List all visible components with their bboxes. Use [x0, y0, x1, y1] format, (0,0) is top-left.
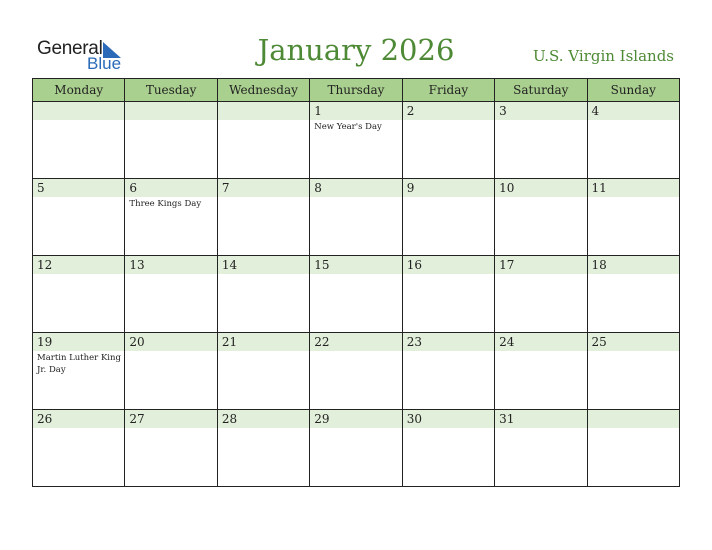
holiday-label [403, 197, 494, 198]
calendar-grid [32, 78, 680, 487]
holiday-label [588, 274, 679, 275]
holiday-label [33, 428, 124, 429]
holiday-label: Three Kings Day [129, 199, 202, 209]
day-number: 12 [33, 256, 124, 274]
weekday-header: Tuesday [125, 79, 217, 102]
day-number: 29 [310, 410, 401, 428]
day-cell [33, 179, 125, 256]
holiday-label [403, 351, 494, 352]
day-cell [125, 179, 217, 256]
holiday-label [218, 351, 309, 352]
day-number: 1 [310, 102, 401, 120]
day-number: 10 [495, 179, 586, 197]
day-number: 25 [588, 333, 679, 351]
holiday-label [588, 197, 679, 198]
holiday-label [218, 428, 309, 429]
holiday-label [403, 428, 494, 429]
day-cell [587, 333, 679, 410]
day-cell [495, 410, 587, 487]
day-number: 27 [125, 410, 216, 428]
holiday-label [125, 351, 216, 352]
day-number: 3 [495, 102, 586, 120]
holiday-label [310, 351, 401, 352]
day-cell [125, 333, 217, 410]
holiday-label [218, 274, 309, 275]
day-number: 23 [403, 333, 494, 351]
week-row [33, 410, 680, 487]
day-number: 20 [125, 333, 216, 351]
logo-text-blue: Blue [87, 54, 122, 73]
holiday-label [125, 428, 216, 429]
day-cell [125, 256, 217, 333]
holiday-label [495, 197, 586, 198]
day-cell [402, 179, 494, 256]
day-cell [217, 179, 309, 256]
day-cell [125, 102, 217, 179]
day-cell [587, 256, 679, 333]
holiday-label [588, 120, 679, 121]
day-cell [217, 256, 309, 333]
day-cell [217, 102, 309, 179]
day-cell [495, 256, 587, 333]
day-cell [402, 410, 494, 487]
day-cell [587, 410, 679, 487]
holiday-label [495, 351, 586, 352]
holiday-label: Martin Luther King Jr. Day [37, 353, 121, 375]
day-number [218, 102, 309, 120]
holiday-label [125, 120, 216, 121]
day-number: 31 [495, 410, 586, 428]
day-number: 9 [403, 179, 494, 197]
day-number: 19 [33, 333, 124, 351]
week-row [33, 333, 680, 410]
weekday-header: Wednesday [217, 79, 309, 102]
day-number: 8 [310, 179, 401, 197]
day-cell [33, 256, 125, 333]
day-number: 21 [218, 333, 309, 351]
region-label: U.S. Virgin Islands [533, 47, 674, 65]
holiday-label [218, 197, 309, 198]
day-cell [217, 333, 309, 410]
holiday-label [33, 120, 124, 121]
holiday-label [310, 197, 401, 198]
weekday-header: Sunday [587, 79, 679, 102]
weekday-header: Friday [402, 79, 494, 102]
day-number: 26 [33, 410, 124, 428]
day-number: 24 [495, 333, 586, 351]
weekday-header: Saturday [495, 79, 587, 102]
month-title: January 2026 [257, 33, 455, 67]
holiday-label [495, 274, 586, 275]
day-number [588, 410, 679, 428]
day-number [125, 102, 216, 120]
holiday-label [588, 428, 679, 429]
day-number: 2 [403, 102, 494, 120]
holiday-label [33, 274, 124, 275]
day-cell [495, 333, 587, 410]
day-number: 11 [588, 179, 679, 197]
week-row [33, 179, 680, 256]
day-number: 13 [125, 256, 216, 274]
day-number: 30 [403, 410, 494, 428]
day-cell [402, 333, 494, 410]
holiday-label [403, 120, 494, 121]
day-cell [310, 256, 402, 333]
day-number [33, 102, 124, 120]
day-number: 14 [218, 256, 309, 274]
holiday-label [588, 351, 679, 352]
holiday-label [33, 197, 124, 198]
holiday-label [495, 428, 586, 429]
weekday-header-row [33, 79, 680, 102]
day-cell [310, 410, 402, 487]
day-number: 7 [218, 179, 309, 197]
day-cell [33, 410, 125, 487]
day-number: 5 [33, 179, 124, 197]
holiday-label [218, 120, 309, 121]
day-cell [310, 102, 402, 179]
day-cell [217, 410, 309, 487]
holiday-label [310, 274, 401, 275]
day-cell [495, 102, 587, 179]
day-cell [310, 179, 402, 256]
day-number: 6 [125, 179, 216, 197]
holiday-label [125, 274, 216, 275]
holiday-label [310, 428, 401, 429]
day-number: 15 [310, 256, 401, 274]
logo-text-general: General [37, 38, 103, 59]
day-cell [587, 102, 679, 179]
week-row [33, 256, 680, 333]
day-cell [310, 333, 402, 410]
day-cell [33, 333, 125, 410]
day-number: 18 [588, 256, 679, 274]
holiday-label: New Year's Day [314, 122, 382, 132]
day-cell [402, 256, 494, 333]
holiday-label [403, 274, 494, 275]
day-cell [402, 102, 494, 179]
day-cell [495, 179, 587, 256]
holiday-label [495, 120, 586, 121]
day-cell [33, 102, 125, 179]
weekday-header: Thursday [310, 79, 402, 102]
day-number: 17 [495, 256, 586, 274]
day-number: 16 [403, 256, 494, 274]
weekday-header: Monday [33, 79, 125, 102]
week-row [33, 102, 680, 179]
day-cell [125, 410, 217, 487]
day-number: 28 [218, 410, 309, 428]
day-number: 4 [588, 102, 679, 120]
day-cell [587, 179, 679, 256]
day-number: 22 [310, 333, 401, 351]
